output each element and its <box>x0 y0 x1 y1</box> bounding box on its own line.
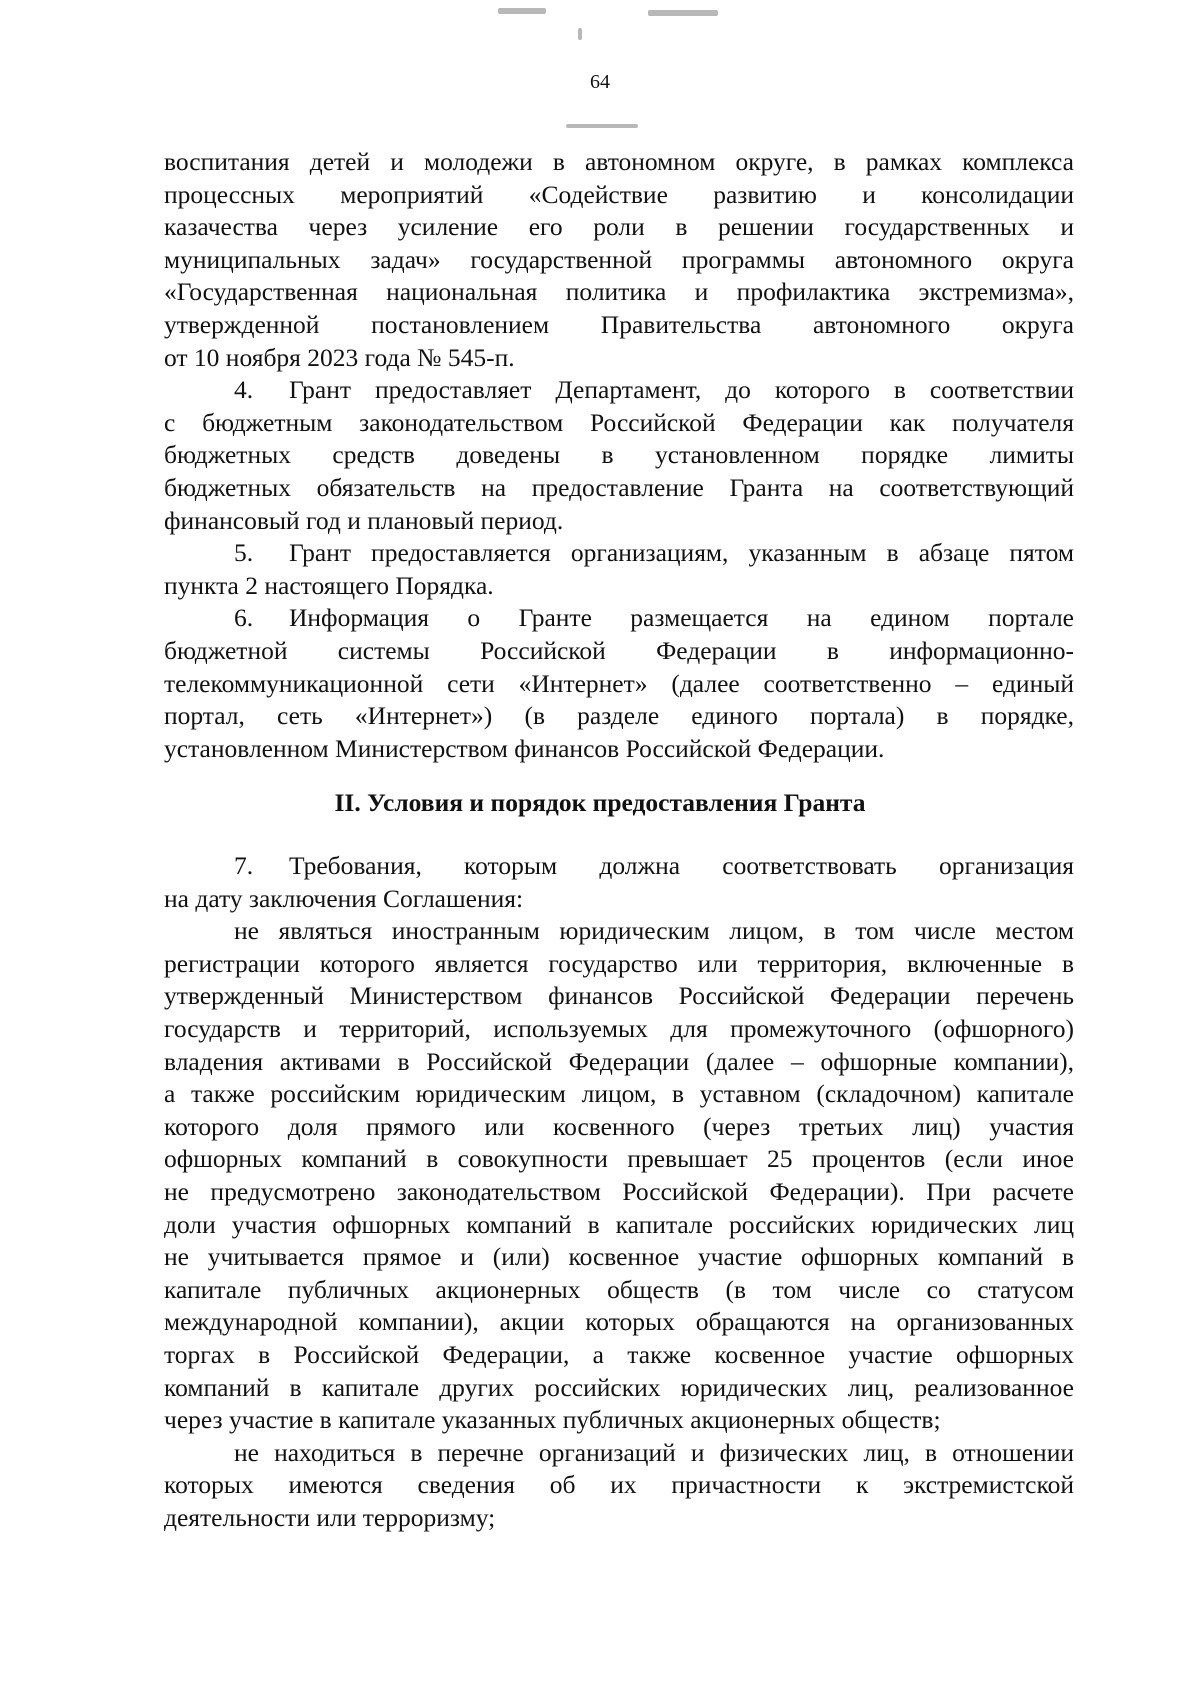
text-line: владения активами в Российской Федерации (далее – офшорные компании), <box>164 1046 1074 1076</box>
text-line: бюджетных средств доведены в установленном порядке лимиты <box>164 440 1074 470</box>
text-line: утвержденный Министерством финансов Российской Федерации перечень <box>164 981 1074 1011</box>
text-line: бюджетных обязательств на предоставление Гранта на соответствующий <box>164 472 1074 502</box>
text-line: не учитывается прямое и (или) косвенное участие офшорных компаний в <box>164 1242 1074 1272</box>
item-number: 4. <box>234 375 254 405</box>
item-text: Грант предоставляется организациям, указанным в абзаце пятом <box>289 538 1074 568</box>
text-line: не находиться в перечне организаций и физических лиц, в отношении <box>234 1437 1074 1467</box>
text-line: бюджетной системы Российской Федерации в информационно- <box>164 635 1074 665</box>
text-line: не предусмотрено законодательством Российской Федерации). При расчете <box>164 1176 1074 1206</box>
text-line: процессных мероприятий «Содействие развитию и консолидации <box>164 179 1074 209</box>
text-line: которых имеются сведения об их причастности к экстремистской <box>164 1470 1074 1500</box>
text-line: деятельности или терроризму; <box>164 1502 496 1532</box>
scan-artifact <box>566 124 638 128</box>
text-line: международной компании), акции которых обращаются на организованных <box>164 1307 1074 1337</box>
item-number: 7. <box>234 851 254 880</box>
item-5-first-line <box>164 537 1074 570</box>
item-number: 6. <box>234 603 254 633</box>
text-line: воспитания детей и молодежи в автономном округе, в рамках комплекса <box>164 147 1074 176</box>
text-line: капитале публичных акционерных обществ (в том числе со статусом <box>164 1274 1074 1304</box>
item-text: Грант предоставляет Департамент, до которого в соответствии <box>289 375 1074 405</box>
text-line: установленном Министерством финансов Российской Федерации. <box>164 733 885 763</box>
paragraph-block-bottom <box>164 850 1074 1534</box>
item-text: Требования, которым должна соответствовать организация <box>289 851 1074 880</box>
text-line: а также российским юридическим лицом, в уставном (складочном) капитале <box>164 1079 1074 1109</box>
text-line: телекоммуникационной сети «Интернет» (далее соответственно – единый <box>164 668 1074 698</box>
text-line: которого доля прямого или косвенного (через третьих лиц) участия <box>164 1111 1074 1141</box>
scan-artifact <box>648 10 718 16</box>
item-text: Информация о Гранте размещается на едином портале <box>289 603 1074 633</box>
text-line: пункта 2 настоящего Порядка. <box>164 570 494 600</box>
text-line: офшорных компаний в совокупности превышает 25 процентов (если иное <box>164 1144 1074 1174</box>
text-line: финансовый год и плановый период. <box>164 505 564 535</box>
text-line: торгах в Российской Федерации, а также косвенное участие офшорных <box>164 1339 1074 1369</box>
item-6-first-line <box>164 602 1074 635</box>
text-line: с бюджетным законодательством Российской Федерации как получателя <box>164 407 1074 437</box>
scan-artifact <box>578 28 582 40</box>
text-line: компаний в капитале других российских юридических лиц, реализованное <box>164 1372 1074 1402</box>
text-line: казачества через усиление его роли в решении государственных и <box>164 212 1074 242</box>
text-line: портал, сеть «Интернет») (в разделе единого портала) в порядке, <box>164 701 1074 731</box>
text-line: регистрации которого является государство или территория, включенные в <box>164 948 1074 978</box>
text-line: государств и территорий, используемых для промежуточного (офшорного) <box>164 1013 1074 1043</box>
item-number: 5. <box>234 538 254 568</box>
text-line: от 10 ноября 2023 года № 545-п. <box>164 342 515 372</box>
page-number: 64 <box>590 71 610 93</box>
text-line: на дату заключения Соглашения: <box>164 883 524 913</box>
text-line: «Государственная национальная политика и профилактика экстремизма», <box>164 277 1074 307</box>
scan-artifact <box>498 8 546 14</box>
text-line: не являться иностранным юридическим лицом, в том числе местом <box>234 916 1074 946</box>
paragraph-block-top <box>164 146 1074 765</box>
item-4-first-line <box>164 374 1074 407</box>
item-7-first-line <box>164 850 1074 883</box>
text-line: муниципальных задач» государственной программы автономного округа <box>164 244 1074 274</box>
section-heading: II. Условия и порядок предоставления Гранта <box>334 788 866 817</box>
text-line: утвержденной постановлением Правительства автономного округа <box>164 309 1074 339</box>
text-line: через участие в капитале указанных публичных акционерных обществ; <box>164 1405 941 1435</box>
text-line: доли участия офшорных компаний в капитале российских юридических лиц <box>164 1209 1074 1239</box>
